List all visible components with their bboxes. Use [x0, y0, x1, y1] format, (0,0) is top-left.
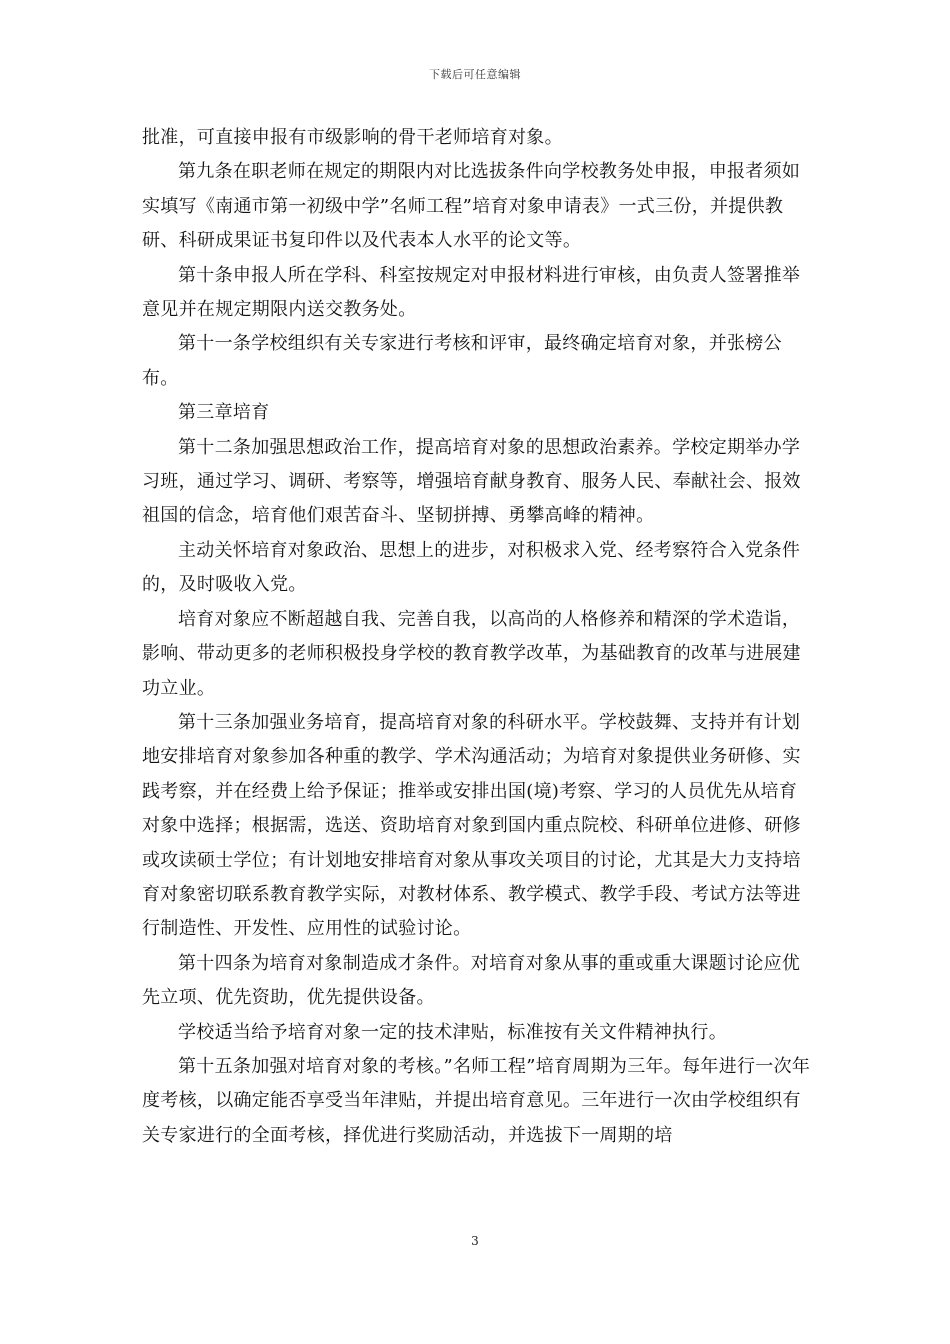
paragraph-article-13: 第十三条加强业务培育，提高培育对象的科研水平。学校鼓舞、支持并有计划地安排培育对象参加各种重的教学、学术沟通活动；为培育对象提供业务研修、实践考察，并在经费上给予保证；推举或安排出国(境)考察、学习的人员优先从培育对象中选择；根据需，选送、资助培育对象到国内重点院校、科研单位进修、研修或攻读硕士学位；有计划地安排培育对象从事攻关项目的讨论，尤其是大力支持培育对象密切联系教育教学实际，对教材体系、教学模式、教学手段、考试方法等进行制造性、开发性、应用性的试验讨论。: [142, 711, 801, 940]
paragraph-article-9: 第九条在职老师在规定的期限内对比选拔条件向学校教务处申报，申报者须如实填写《南通市第一初级中学”名师工程”培育对象申请表》一式三份，并提供教研、科研成果证书复印件以及代表本人水平的论文等。: [142, 161, 801, 252]
paragraph-article-15: 第十五条加强对培育对象的考核。”名师工程”培育周期为三年。每年进行一次年度考核，以确定能否享受当年津贴，并提出培育意见。三年进行一次由学校组织有关专家进行的全面考核，择优进行奖励活动，并选拔下一周期的培: [142, 1055, 811, 1146]
paragraph-article-14: 第十四条为培育对象制造成才条件。对培育对象从事的重或重大课题讨论应优先立项、优先资助，优先提供设备。: [142, 952, 801, 1009]
page-header: 下载后可任意编辑: [429, 68, 521, 81]
paragraph-self-improvement: 培育对象应不断超越自我、完善自我，以高尚的人格修养和精深的学术造诣，影响、带动更多的老师积极投身学校的教育教学改革，为基础教育的改革与进展建功立业。: [142, 608, 801, 699]
paragraph-continuation: 批准，可直接申报有市级影响的骨干老师培育对象。: [142, 127, 563, 148]
paragraph-article-10: 第十条申报人所在学科、科室按规定对申报材料进行审核，由负责人签署推举意见并在规定期限内送交教务处。: [142, 264, 801, 321]
paragraph-article-12: 第十二条加强思想政治工作，提高培育对象的思想政治素养。学校定期举办学习班，通过学习、调研、考察等，增强培育献身教育、服务人民、奉献社会、报效祖国的信念，培育他们艰苦奋斗、坚韧拼搏、勇攀高峰的精神。: [142, 436, 801, 527]
chapter-heading: 第三章培育: [178, 402, 270, 424]
paragraph-party-care: 主动关怀培育对象政治、思想上的进步，对积极求入党、经考察符合入党条件的，及时吸收入党。: [142, 539, 801, 596]
document-body: [142, 121, 814, 1153]
paragraph-allowance: 学校适当给予培育对象一定的技术津贴，标准按有关文件精神执行。: [178, 1021, 727, 1043]
paragraph-article-11: 第十一条学校组织有关专家进行考核和评审，最终确定培育对象，并张榜公布。: [142, 333, 782, 389]
page-number: 3: [471, 1234, 479, 1248]
